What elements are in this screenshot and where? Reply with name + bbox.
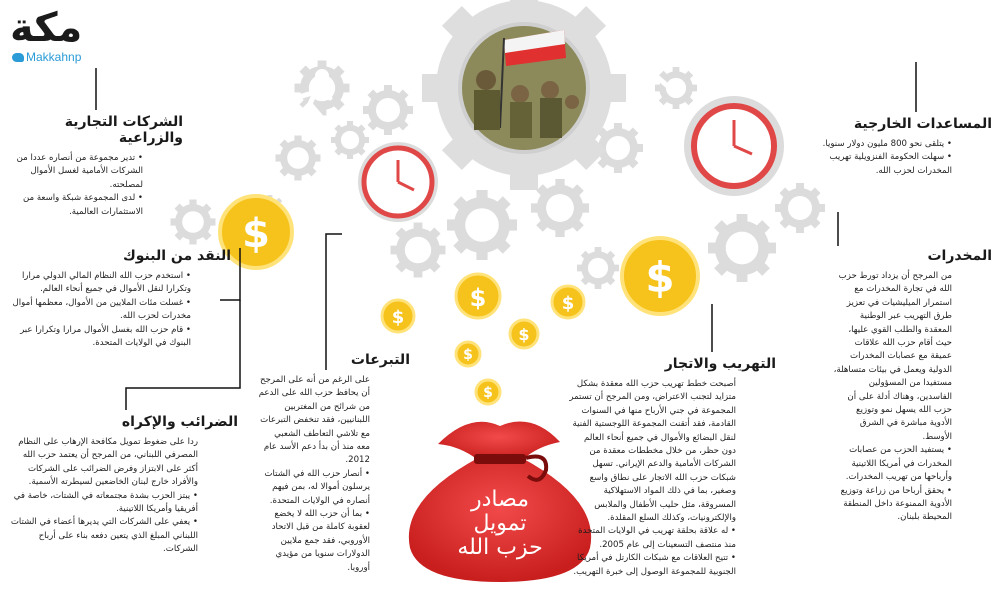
list-item: من المرجح أن يزداد تورط حزب الله في تجارة المخدرات مع استمرار الميليشيات في تعزيز طرق التهريب عبر الوطنية المعقدة والطلب القوي عليها، حيث أقام حزب الله علاقات عميقة مع عصابات المخدرات الدولية ويعمل في بيئات متساهلة، مستفيدا من المسؤولين الفاسدين، وهناك أدلة على أن حزب الله يسهل نمو وتوزيع الأدوية مباشرة في الشرق الأوسط. — [833, 271, 952, 442]
section-taxes — [8, 414, 238, 557]
svg-text:$: $ — [469, 284, 487, 312]
list-item: • استخدم حزب الله النظام المالي الدولي مرارا وتكرارا لنقل الأموال في جميع أنحاء العالم. — [21, 271, 191, 295]
dollar-coin-icon — [456, 342, 480, 366]
section-list — [8, 436, 238, 557]
gear-icon — [655, 67, 697, 109]
list-item: • تدير مجموعة من أنصاره عددا من الشركات الأمامية لغسل الأموال لمصلحته. — [16, 153, 143, 190]
list-item: • بما أن حزب الله لا يخضع لعقوبة كاملة من قبل الاتحاد الأوروبي، فقد جمع ملايين الدولارات سنويا من مؤيدي أوروبا. — [271, 509, 370, 573]
gear-icon — [363, 85, 413, 135]
list-item: • أنصار حزب الله في الشتات يرسلون أموالا له، بمن فيهم أنصاره في الولايات المتحدة. — [264, 468, 370, 506]
svg-text:$: $ — [518, 325, 530, 344]
gear-icon — [276, 136, 321, 181]
logo-wordmark: مكة — [10, 5, 83, 51]
gear-icon — [331, 121, 369, 159]
section-title: الشركات التجارية والزراعية — [64, 114, 183, 146]
gear-icon — [447, 190, 517, 260]
dollar-coin-icon — [382, 300, 414, 332]
dollar-coin-icon — [622, 238, 698, 314]
bag-title-line2: تمويل — [473, 511, 527, 536]
list-item: • لدى المجموعة شبكة واسعة من الاستثمارات العالمية. — [22, 193, 143, 217]
dollar-coin-icon — [456, 274, 500, 318]
section-commercial — [8, 114, 183, 219]
gear-icon — [391, 223, 446, 278]
list-item: • يتلقى نحو 800 مليون دولار سنويا. — [822, 139, 952, 149]
dollar-coin-icon — [476, 380, 500, 404]
svg-text:$: $ — [561, 293, 575, 314]
runner-icon — [382, 15, 410, 66]
list-item: • تتيح العلاقات مع شبكات الكارتل في أمريكا الجنوبية للمجموعة الوصول إلى خبرة التهريب. — [573, 553, 736, 577]
section-list — [6, 270, 231, 350]
gear-icon — [295, 61, 350, 116]
section-list — [816, 138, 992, 178]
svg-text:$: $ — [483, 385, 493, 401]
list-item: على الرغم من أنه على المرجح أن يحافظ حزب الله على الدعم من شرائح من المغتربين اللبنانيين، فقد تنخفض التبرعات مع تلاشي التعاطف الشعبي معه منذ أن بدأ دعم الأسد عام 2012. — [258, 375, 370, 466]
svg-text:$: $ — [242, 211, 270, 257]
dollar-coin-icon — [552, 286, 584, 318]
clock-icon — [684, 96, 784, 196]
section-title: التهريب والاتجار — [664, 356, 776, 372]
gear-icon — [577, 247, 619, 289]
section-drugs — [832, 248, 992, 525]
bag-title — [426, 488, 574, 560]
list-item: • قام حزب الله بغسل الأموال مرارا وتكرارا عبر البنوك في الولايات المتحدة. — [20, 324, 191, 349]
section-title: المخدرات — [927, 248, 992, 264]
list-item: • يحقق أرباحا من زراعة وتوزيع الأدوية الممنوعة داخل المنطقة المحيطة بلبنان. — [840, 485, 952, 523]
svg-text:$: $ — [391, 307, 405, 328]
dollar-coin-icon — [510, 320, 538, 348]
list-item: • سهلت الحكومة الفنزويلية تهريب المخدرات لحزب الله. — [829, 152, 952, 176]
section-title: الضرائب والإكراه — [121, 414, 238, 430]
gear-icon — [531, 179, 589, 237]
twitter-handle-text: Makkahnp — [26, 50, 82, 64]
list-item: أصبحت خطط تهريب حزب الله معقدة بشكل متزايد لتجنب الاعتراض، ومن المرجح أن تستمر المجموعة في جني الأرباح منها في السنوات القادمة، فقد أتقنت المجموعة اللوجستية الفنية لنقل البضائع والأموال في جميع أنحاء العالم دون حظر، من خلال مخططات معقدة من الشركات الأمامية والدعم الإيراني. تسهل شبكات حزب الله الاتجار على نطاق واسع وصغير، بما في ذلك المواد الاستهلاكية المسروقة، مثل حليب الأطفال والملابس والإلكترونيات، وكذلك السلع المقلدة. — [569, 379, 736, 524]
bag-title-line3: حزب الله — [457, 535, 543, 560]
section-foreign-aid — [816, 116, 992, 178]
section-donations — [258, 352, 410, 575]
section-list — [832, 270, 992, 525]
list-item: • يستفيد الحزب من عصابات المخدرات في أمريكا اللاتينية وأرباحها من تهريب المخدرات. — [845, 445, 952, 483]
list-item: • له علاقة بحلقة تهريب في الولايات المتحدة منذ منتصف التسعينات إلى عام 2005. — [578, 526, 736, 550]
svg-text:$: $ — [463, 347, 473, 363]
section-title: التبرعات — [350, 352, 410, 368]
section-list — [568, 378, 776, 579]
runner-icon — [630, 169, 656, 220]
section-title: المساعدات الخارجية — [853, 116, 992, 132]
runner-icon — [190, 142, 210, 188]
svg-text:$: $ — [645, 253, 675, 302]
section-smuggling — [568, 356, 776, 579]
clock-icon — [358, 142, 438, 222]
section-list — [258, 374, 410, 575]
list-item: • يبتز الحزب بشدة مجتمعاته في الشتات، خاصة في أفريقيا وأمريكا اللاتينية. — [13, 490, 198, 515]
section-title: النقد من البنوك — [122, 248, 231, 264]
section-list — [8, 152, 183, 219]
list-item: • غسلت مئات الملايين من الأموال، معظمها أموال مخدرات لحزب الله. — [12, 297, 191, 322]
gear-icon — [708, 214, 776, 282]
gear-icon — [775, 183, 825, 233]
list-item: • يعفي على الشركات التي يديرها أعضاء في الشتات اللبناني المبلغ الذي يتعين دفعه بناء على أرباح الشركات. — [10, 517, 198, 555]
central-gear — [422, 0, 626, 190]
section-banks — [6, 248, 231, 350]
list-item: ردا على ضغوط تمويل مكافحة الإرهاب على النظام المصرفي اللبناني، من المرجح أن يعتمد حزب الله أكثر على الابتزاز وفرض الضرائب على الشركات والأفراد خارج لبنان الخاضعين لسيطرته الأسمية. — [18, 437, 198, 488]
bag-title-line1: مصادر — [471, 487, 529, 512]
